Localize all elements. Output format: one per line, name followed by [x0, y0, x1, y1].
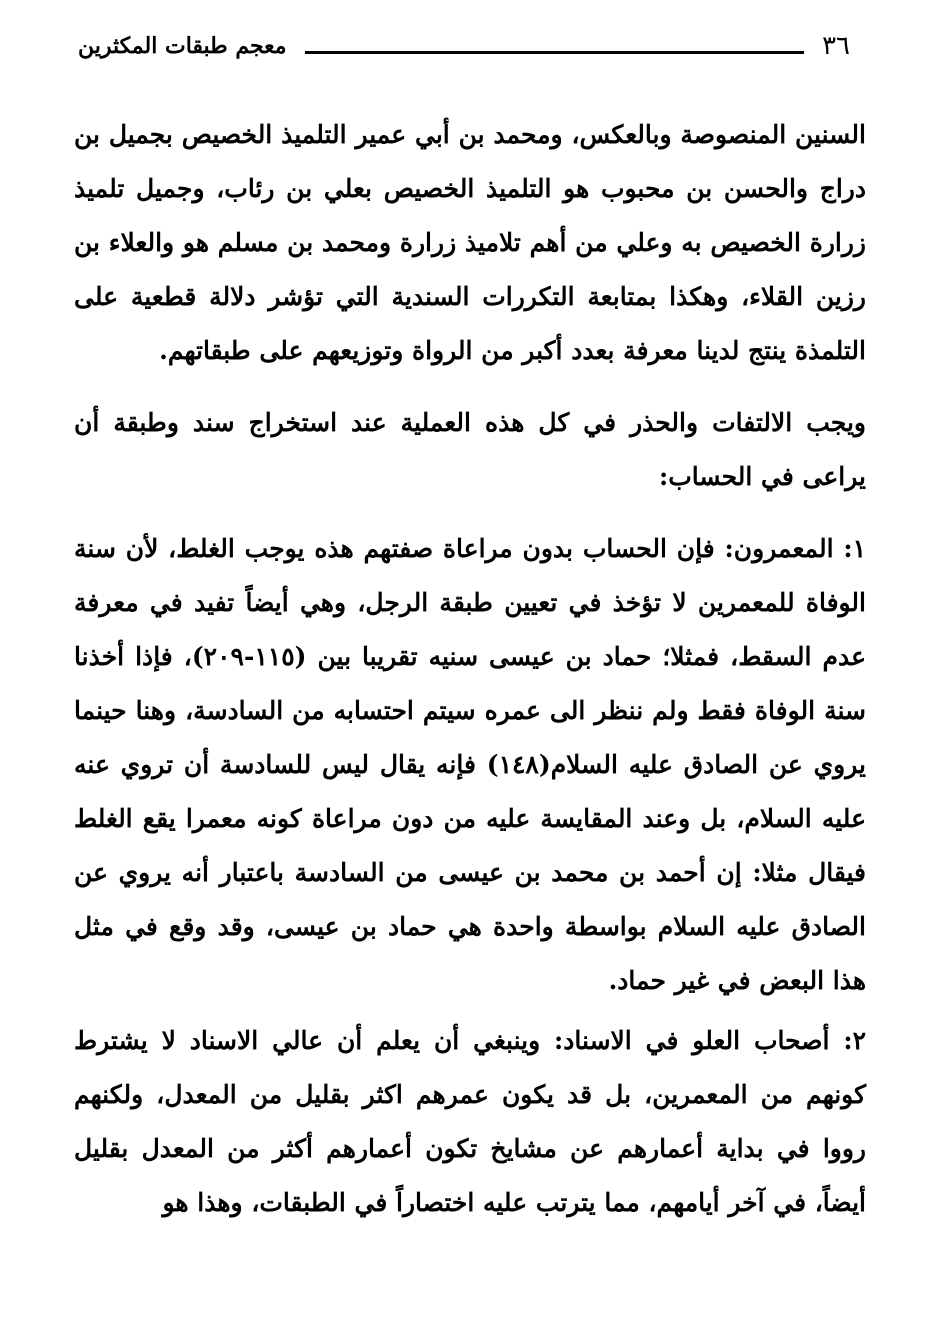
paragraph-2-text: ويجب الالتفات والحذر في كل هذه العملية عند استخراج سند وطبقة أن يراعى في الحساب: — [74, 408, 866, 491]
paragraph-3-text: فإن الحساب بدون مراعاة صفتهم هذه يوجب الغلط، لأن سنة الوفاة للمعمرين لا تؤخذ في تعيين طبقة الرجل، وهي أيضاً تفيد في معرفة عدم السقط، فمثلا؛ حماد بن عيسى سنيه تقريبا بين (١١٥-٢٠٩)، فإذا أخذنا سنة الوفاة فقط ولم ننظر الى عمره سيتم احتسابه من السادسة، وهنا حينما يروي عن الصادق عليه السلام(١٤٨) فإنه يقال ليس للسادسة أن تروي عنه عليه السلام، بل وعند المقايسة عليه من دون مراعاة كونه معمرا يقع الغلط فيقال مثلا: إن أحمد بن محمد بن عيسى من السادسة باعتبار أنه يروي عن الصادق عليه السلام بواسطة واحدة هي حماد بن عيسى، وقد وقع في مثل هذا البعض في غير حماد. — [74, 534, 866, 995]
header-rule — [305, 51, 804, 54]
paragraph-4-heading: ٢: أصحاب العلو في الاسناد: — [554, 1026, 866, 1055]
paragraph-1-text: السنين المنصوصة وبالعكس، ومحمد بن أبي عمير التلميذ الخصيص بجميل بن دراج والحسن بن محبوب هو التلميذ الخصيص بعلي بن رئاب، وجميل تلميذ زرارة الخصيص به وعلي من أهم تلاميذ زرارة ومحمد بن مسلم هو والعلاء بن رزين القلاء، وهكذا بمتابعة التكررات السندية التي تؤشر دلالة قطعية على التلمذة ينتج لدينا معرفة بعدد أكبر من الرواة وتوزيعهم على طبقاتهم. — [74, 120, 866, 365]
paragraph-1 — [74, 108, 866, 378]
book-title: معجم طبقات المكثرين — [78, 33, 287, 59]
page-number: ٣٦ — [822, 31, 850, 61]
paragraph-3 — [74, 522, 866, 1008]
running-header — [78, 22, 850, 70]
paragraph-2 — [74, 396, 866, 504]
body-text — [74, 108, 866, 1230]
paragraph-4 — [74, 1014, 866, 1230]
paragraph-4-text: وينبغي أن يعلم أن عالي الاسناد لا يشترط كونهم من المعمرين، بل قد يكون عمرهم اكثر بقليل من المعدل، ولكنهم رووا في بداية أعمارهم عن مشايخ تكون أعمارهم أكثر من المعدل بقليل أيضاً، في آخر أيامهم، مما يترتب عليه اختصاراً في الطبقات، وهذا هو — [74, 1026, 866, 1217]
paragraph-3-heading: ١: المعمرون: — [724, 534, 866, 563]
